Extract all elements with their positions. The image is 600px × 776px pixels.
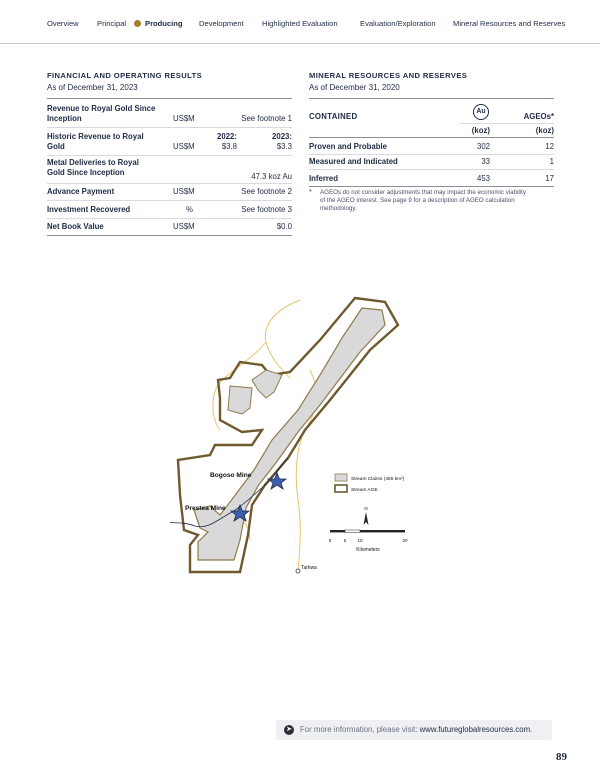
year-2023-head: 2023:	[272, 132, 292, 141]
ageos-unit: (koz)	[535, 126, 554, 135]
scale-tick-label: 20	[402, 538, 408, 543]
north-label: N	[364, 506, 368, 511]
bogoso-mine-star-icon	[268, 473, 286, 489]
footnote-text: AGEOs do not consider adjustments that may impact the economic viability of the AGEO interest. See page 9 for a description of AGEO calculation methodology.	[320, 189, 527, 212]
row-label: Investment Recovered	[47, 205, 131, 214]
website-link[interactable]: www.futureglobalresources.com	[419, 725, 531, 734]
stream-map	[170, 280, 420, 580]
scale-tick-label: 5	[343, 538, 347, 543]
financial-title: FINANCIAL AND OPERATING RESULTS	[47, 71, 203, 80]
row-divider	[47, 183, 292, 184]
au-symbol-icon: Au	[473, 104, 489, 120]
year-2022-value: $3.8	[221, 142, 237, 151]
table-bottom-rule	[47, 235, 292, 236]
row-label: Measured and Indicated	[309, 157, 398, 166]
row-unit: US$M	[173, 187, 195, 196]
row-label: Historic Revenue to Royal Gold	[47, 132, 144, 151]
scale-bar-segment	[330, 530, 345, 532]
info-suffix: .	[530, 725, 533, 734]
row-unit: US$M	[173, 114, 195, 123]
row-label: Metal Deliveries to Royal Gold Since Inception	[47, 158, 139, 177]
row-label: Advance Payment	[47, 187, 115, 196]
row-unit: US$M	[173, 142, 195, 151]
more-info-bar	[276, 720, 552, 740]
globe-icon: ➤	[284, 725, 294, 735]
scale-bar-segment	[360, 530, 405, 532]
contained-header: CONTAINED	[309, 112, 358, 121]
row-divider	[309, 169, 554, 170]
legend-claims-swatch	[335, 474, 347, 481]
row-divider	[47, 127, 292, 128]
nav-development[interactable]: Development	[199, 19, 244, 28]
row-value: $0.0	[276, 222, 292, 231]
nav-principal[interactable]: Principal	[97, 19, 127, 28]
row-label: Revenue to Royal Gold Since Inception	[47, 104, 156, 123]
stream-claims-area	[194, 308, 385, 560]
prestea-label: Prestea Mine	[185, 505, 226, 512]
footnote-mark: *	[309, 189, 312, 196]
row-value: See footnote 1	[241, 114, 292, 123]
header-rule	[309, 137, 554, 138]
nav-overview[interactable]: Overview	[47, 19, 79, 28]
mineral-title: MINERAL RESOURCES AND RESERVES	[309, 71, 468, 80]
info-prefix: For more information, please visit:	[300, 725, 418, 734]
tarkwa-label: Tarkwa	[301, 565, 317, 571]
scale-tick-label: 10	[357, 538, 363, 543]
scale-bar-segment	[345, 530, 360, 532]
row-divider	[47, 218, 292, 219]
row-value: See footnote 2	[241, 187, 292, 196]
au-value: 453	[476, 174, 490, 183]
scale-tick-label: 0	[328, 538, 332, 543]
legend-age-label: Stream AGE	[351, 488, 378, 493]
ageos-value: 12	[545, 142, 554, 151]
ageos-header: AGEOs*	[523, 112, 554, 121]
row-label: Net Book Value	[47, 222, 104, 231]
active-dot-icon	[134, 20, 141, 27]
header-sub-rule	[460, 123, 554, 124]
row-value: See footnote 3	[241, 205, 292, 214]
bogoso-label: Bogoso Mine	[210, 472, 252, 479]
ageos-value: 17	[545, 174, 554, 183]
nav-evaluation-exploration[interactable]: Evaluation/Exploration	[360, 19, 436, 28]
stream-claims-area	[252, 370, 282, 398]
financial-subtitle: As of December 31, 2023	[47, 83, 138, 92]
year-2023-value: $3.3	[276, 142, 292, 151]
north-arrow-icon	[364, 512, 369, 525]
row-unit: %	[186, 205, 193, 214]
ageos-value: 1	[549, 157, 554, 166]
row-unit: US$M	[173, 222, 195, 231]
au-value: 33	[481, 157, 490, 166]
nav-producing[interactable]: Producing	[134, 19, 183, 28]
row-label: Proven and Probable	[309, 142, 387, 151]
page-number: 89	[556, 751, 567, 763]
row-divider	[47, 155, 292, 156]
mineral-rule	[309, 98, 554, 99]
mineral-subtitle: As of December 31, 2020	[309, 83, 400, 92]
top-navigation	[0, 0, 600, 44]
au-value: 302	[476, 142, 490, 151]
legend-claims-label: Stream Claims (465 km²)	[351, 477, 405, 482]
nav-highlighted-evaluation[interactable]: Highlighted Evaluation	[262, 19, 338, 28]
stream-claims-area	[228, 386, 252, 414]
financial-rule	[47, 98, 292, 99]
au-unit: (koz)	[471, 126, 490, 135]
scale-unit-label: Kilometers	[356, 547, 380, 553]
row-divider	[309, 154, 554, 155]
table-bottom-rule	[309, 186, 554, 187]
tarkwa-marker-icon	[296, 569, 300, 573]
row-value: 47.3 koz Au	[251, 172, 292, 181]
legend-age-swatch	[335, 485, 347, 492]
year-2022-head: 2022:	[217, 132, 237, 141]
more-info-text	[300, 725, 532, 734]
row-divider	[47, 200, 292, 201]
nav-mineral-resources[interactable]: Mineral Resources and Reserves	[453, 19, 566, 28]
row-label: Inferred	[309, 174, 339, 183]
